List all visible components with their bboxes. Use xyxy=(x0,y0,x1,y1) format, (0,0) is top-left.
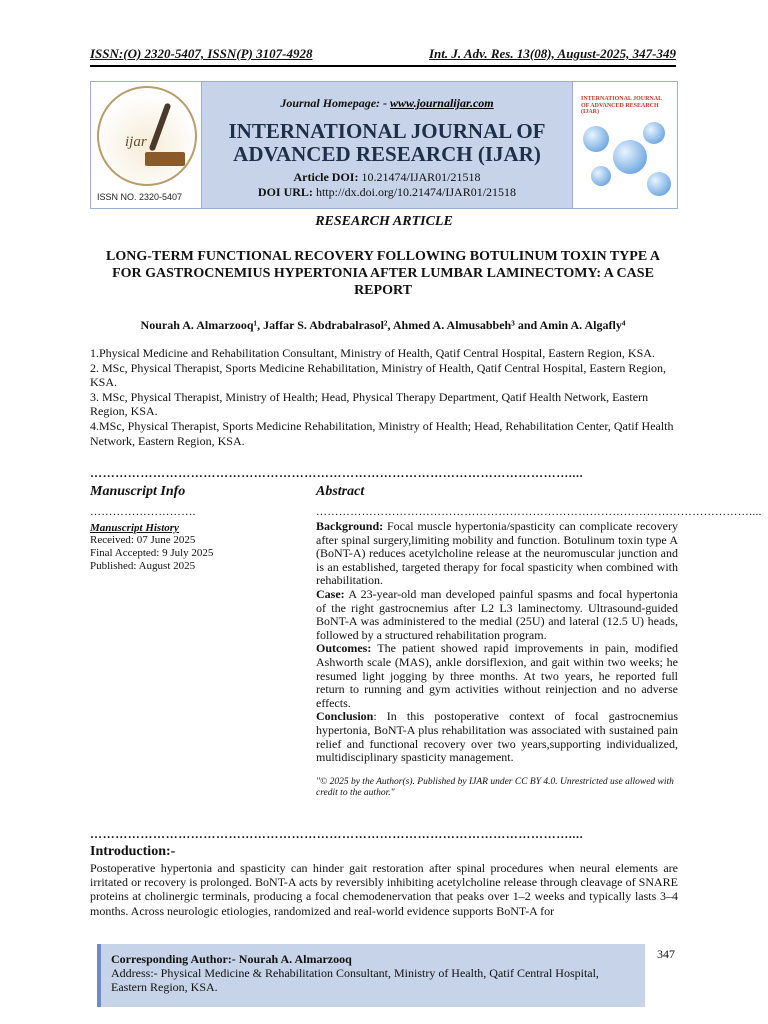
affiliations xyxy=(90,346,676,448)
received-date: Received: 07 June 2025 xyxy=(90,534,196,546)
page-number: 347 xyxy=(657,947,675,961)
corresponding-author-box xyxy=(97,944,645,1007)
molecule-icon xyxy=(647,172,671,196)
introduction-text: Postoperative hypertonia and spasticity can hinder gait restoration after spinal procedures when neural elements are irritated or recovery is prolonged. BoNT-A acts by reversibly inhibiting acetylcholine release through cleavage of SNARE proteins at cholinergic terminals, producing a focal chemodenervation that peaks over 1–2 weeks and typically lasts 3–4 months. Across neurologic etiologies, randomized and real-world evidence supports BoNT-A for xyxy=(90,861,678,918)
abstract-conclusion: Conclusion: In this postoperative context of focal gastrocnemius hypertonia, BoNT-A plus rehabilitation was associated with sustained pain relief and functional recovery over two years,supporting individualized, multidisciplinary spasticity management. xyxy=(316,709,678,765)
header-issn: ISSN:(O) 2320-5407, ISSN(P) 3107-4928 xyxy=(90,46,313,61)
book-icon xyxy=(145,152,185,166)
affiliation-item: 3. MSc, Physical Therapist, Ministry of Health; Head, Physical Therapy Department, Qatif Health Network, Eastern Region, KSA. xyxy=(90,389,649,419)
molecule-icon xyxy=(591,166,611,186)
abstract-background: Background: Focal muscle hypertonia/spasticity can complicate recovery after spinal surgery,limiting mobility and function. Botulinum toxin type A (BoNT-A) reduces acetylcholine release at the neuromuscular junction and is an established, targeted therapy for focal spasticity when combined with rehabilitation. xyxy=(316,519,678,588)
affiliation-item: 4.MSc, Physical Therapist, Sports Medicine Rehabilitation, Ministry of Health; Head, Rehabilitation Center, Qatif Health Network, Eastern Region, KSA. xyxy=(90,418,674,448)
separator-dots: …………………………………………………………………………………………………….... xyxy=(90,466,584,480)
journal-title-line2: ADVANCED RESEARCH (IJAR) xyxy=(233,142,541,166)
article-type: RESEARCH ARTICLE xyxy=(315,214,453,229)
journal-title-line1: INTERNATIONAL JOURNAL OF xyxy=(228,119,546,143)
doi-url-label: DOI URL: xyxy=(257,185,313,199)
separator-dots: …………………………………………………………………………………………………….... xyxy=(316,506,762,518)
journal-logo xyxy=(91,82,202,208)
license-note: "© 2025 by the Author(s). Published by IJAR under CC BY 4.0. Unrestricted use allowed with credit to the author." xyxy=(316,776,674,798)
introduction-heading: Introduction:- xyxy=(90,844,176,859)
article-authors: Nourah A. Almarzooq¹, Jaffar S. Abdrabalrasol², Ahmed A. Almusabbeh³ and Amin A. Algafly⁴ xyxy=(140,318,626,332)
molecule-icon xyxy=(583,126,609,152)
homepage-label: Journal Homepage: - xyxy=(280,96,388,110)
separator-dots: ………………………. xyxy=(90,506,196,518)
abstract-heading: Abstract xyxy=(316,484,365,499)
doi-url-link[interactable]: http://dx.doi.org/10.21474/IJAR01/21518 xyxy=(315,185,517,199)
doi-label: Article DOI: xyxy=(293,170,359,184)
abstract-case: Case: A 23-year-old man developed painful spasms and focal hypertonia of the right gastrocnemius after L2 L3 laminectomy. Ultrasound-guided BoNT-A was administered to the medial (25U) and lateral (12.5 U) heads, followed by a structured rehabilitation program. xyxy=(316,586,678,642)
journal-banner xyxy=(90,81,678,209)
doi-block xyxy=(201,170,573,200)
doi-value: 10.21474/IJAR01/21518 xyxy=(361,170,481,184)
abstract-body xyxy=(316,520,678,765)
address-label: Address:- xyxy=(111,966,158,980)
corresponding-name: Nourah A. Almarzooq xyxy=(238,952,352,966)
homepage-link[interactable]: www.journalijar.com xyxy=(390,96,494,110)
journal-title xyxy=(201,120,573,166)
manuscript-history-title: Manuscript History xyxy=(90,522,179,534)
corresponding-label: Corresponding Author:- xyxy=(111,952,236,966)
issn-number: ISSN NO. 2320-5407 xyxy=(97,192,183,202)
article-title: LONG-TERM FUNCTIONAL RECOVERY FOLLOWING BOTULINUM TOXIN TYPE A FOR GASTROCNEMIUS HYPERTONIA AFTER LUMBAR LAMINECTOMY: A CASE REPORT xyxy=(105,249,660,298)
cover-title: INTERNATIONAL JOURNAL OF ADVANCED RESEARCH (IJAR) xyxy=(581,96,662,116)
affiliation-item: 2. MSc, Physical Therapist, Sports Medicine Rehabilitation, Ministry of Health, Qatif Central Hospital, Eastern Region, KSA. xyxy=(90,360,667,390)
corresponding-address: Physical Medicine & Rehabilitation Consultant, Ministry of Health, Qatif Central Hospital, Eastern Region, KSA. xyxy=(111,966,599,994)
logo-emblem xyxy=(97,86,197,186)
separator-dots: …………………………………………………………………………………………………….... xyxy=(90,827,584,841)
header-citation: Int. J. Adv. Res. 13(08), August-2025, 347-349 xyxy=(428,46,676,61)
journal-homepage xyxy=(201,96,573,111)
accepted-date: Final Accepted: 9 July 2025 xyxy=(90,547,214,559)
manuscript-info-heading: Manuscript Info xyxy=(90,484,186,499)
abstract-outcomes: Outcomes: The patient showed rapid improvements in pain, modified Ashworth scale (MAS), ankle dorsiflexion, and gait within two weeks; he resumed light jogging by three months. At two years, he reported full return to running and gym activities without reinjection and no adverse effects. xyxy=(316,641,678,710)
affiliation-item: 1.Physical Medicine and Rehabilitation Consultant, Ministry of Health, Qatif Central Hospital, Eastern Region, KSA. xyxy=(90,346,655,360)
quill-icon xyxy=(149,102,172,151)
running-header xyxy=(90,46,676,67)
abstract-section xyxy=(316,484,762,799)
logo-text: ijar xyxy=(125,134,147,150)
manuscript-info xyxy=(90,484,300,573)
journal-cover-thumbnail xyxy=(572,82,677,208)
molecule-icon xyxy=(643,122,665,144)
published-date: Published: August 2025 xyxy=(90,560,196,572)
molecule-icon xyxy=(613,140,647,174)
